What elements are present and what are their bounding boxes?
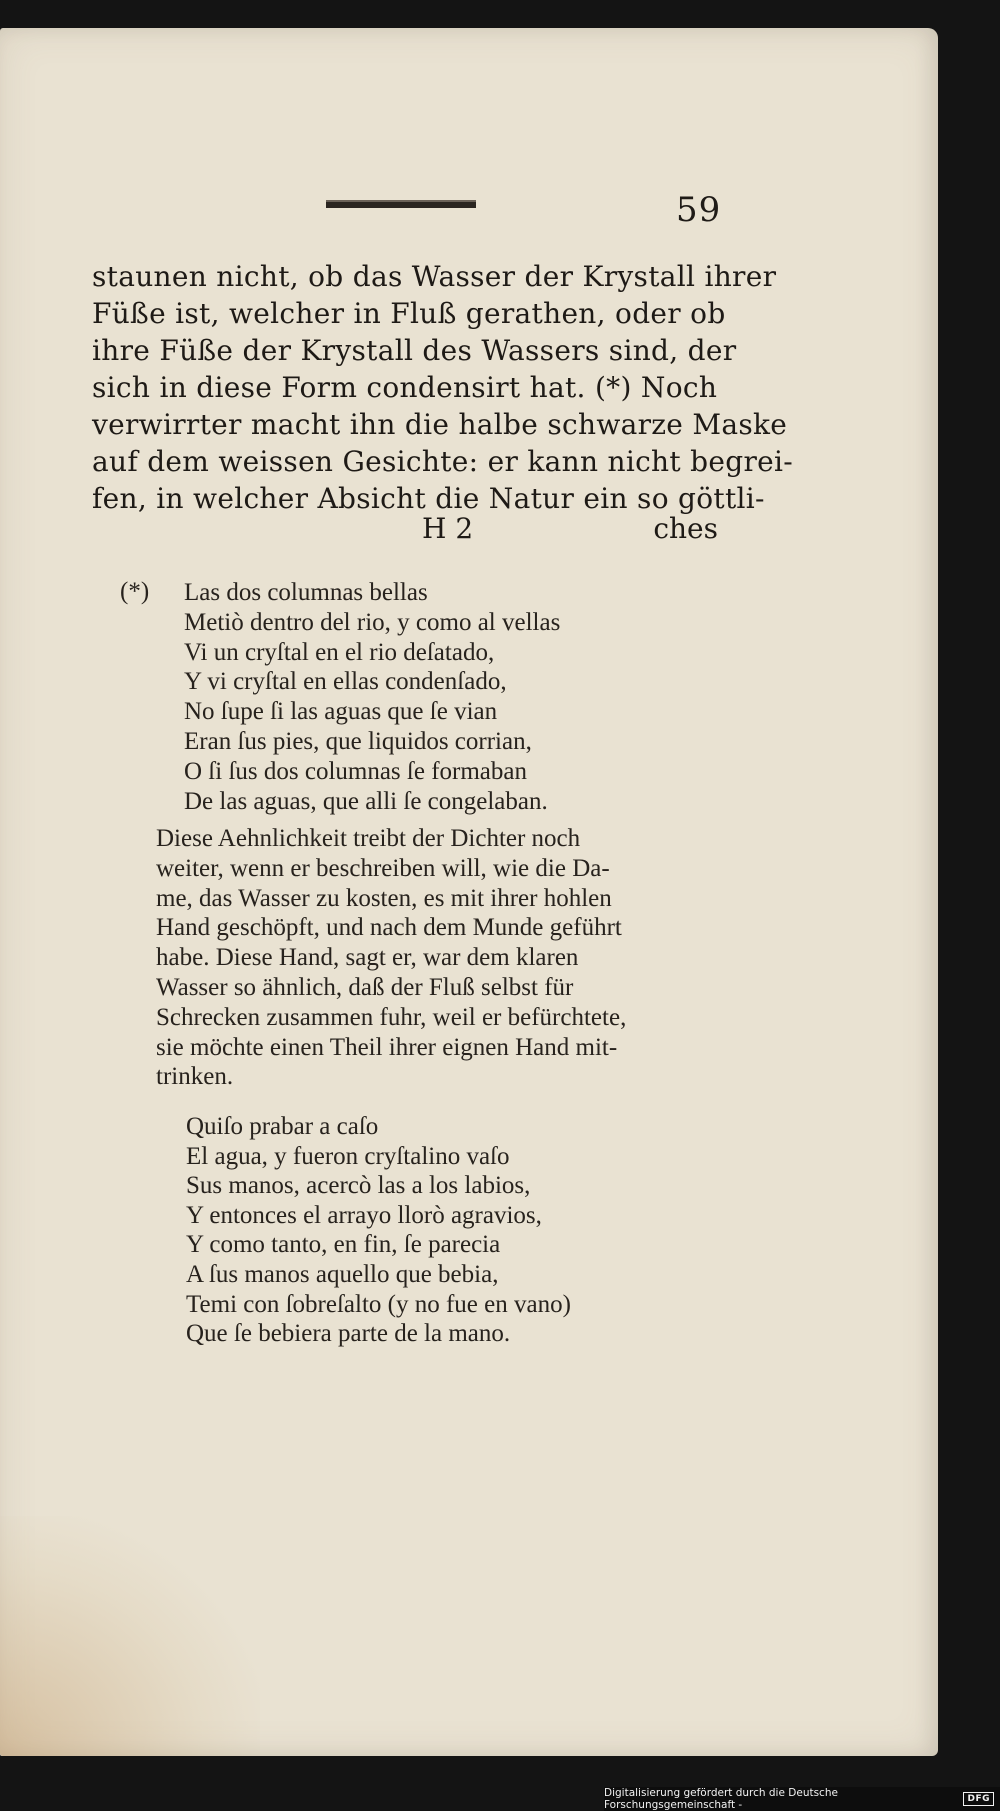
catchword: ches (653, 512, 718, 545)
dfg-logo: DFG (963, 1792, 994, 1806)
text-line: me, das Wasser zu kosten, es mit ihrer hohlen (156, 884, 612, 912)
text-line: ihre Füße der Krystall des Wassers sind, der (92, 334, 737, 367)
footnote-verse (184, 578, 560, 816)
text-line: verwirrter macht ihn die halbe schwarze Maske (92, 408, 788, 441)
verse-line: Sus manos, acercò las a los labios, (186, 1172, 531, 1200)
verse-line: Que ſe bebiera parte de la mano. (186, 1320, 511, 1348)
text-line: fen, in welcher Absicht die Natur ein so göttli- (92, 482, 765, 515)
text-line: staunen nicht, ob das Wasser der Krystall ihrer (92, 260, 777, 293)
footnote-mark: (*) (120, 578, 150, 605)
verse-line: El agua, y fueron cryſtalino vaſo (186, 1142, 510, 1170)
sheet-signature: H 2 (422, 512, 474, 545)
text-line: trinken. (156, 1063, 234, 1091)
text-line: sie möchte einen Theil ihrer eignen Hand mit- (156, 1033, 618, 1061)
page-number: 59 (676, 190, 722, 230)
footer-text: Digitalisierung gefördert durch die Deutsche Forschungsgemeinschaft - (604, 1787, 838, 1811)
text-line: sich in diese Form condensirt hat. (*) Noch (92, 371, 718, 404)
paper-stain (0, 1516, 260, 1756)
text-line: habe. Diese Hand, sagt er, war dem klaren (156, 944, 579, 972)
verse-line: No ſupe ſi las aguas que ſe vian (184, 698, 498, 726)
verse-line: Las dos columnas bellas (184, 579, 428, 606)
header-rule (326, 200, 476, 208)
verse-line: Metiò dentro del rio, y como al vellas (184, 608, 561, 636)
verse-line: Y como tanto, en fin, ſe parecia (186, 1231, 501, 1259)
verse-line: Y entonces el arrayo llorò agravios, (186, 1201, 542, 1229)
verse-line: Vi un cryſtal en el rio deſatado, (184, 638, 495, 666)
signature-row (92, 512, 718, 546)
paragraph-two (156, 824, 626, 1092)
verse-line: Temi con ſobreſalto (y no fue en vano) (186, 1290, 571, 1318)
text-line: auf dem weissen Gesichte: er kann nicht begrei- (92, 445, 794, 478)
digitization-footer (604, 1787, 1000, 1811)
verse-line: De las aguas, que alli ſe congelaban. (184, 787, 548, 815)
verse-line: Quiſo prabar a caſo (186, 1113, 379, 1140)
verse-line: O ſi ſus dos columnas ſe formaban (184, 757, 527, 785)
text-line: weiter, wenn er beschreiben will, wie die Da- (156, 854, 610, 882)
text-line: Füße ist, welcher in Fluß gerathen, oder ob (92, 297, 726, 330)
second-verse (186, 1112, 571, 1349)
text-line: Schrecken zusammen fuhr, weil er befürchtete, (156, 1003, 627, 1031)
text-line: Hand geschöpft, und nach dem Munde geführt (156, 914, 622, 942)
text-line: Diese Aehnlichkeit treibt der Dichter noch (156, 825, 581, 852)
text-line: Wasser so ähnlich, daß der Fluß selbst für (156, 973, 574, 1001)
verse-line: A ſus manos aquello que bebia, (186, 1260, 499, 1288)
verse-line: Y vi cryſtal en ellas condenſado, (184, 668, 507, 696)
main-text-block (92, 258, 793, 517)
verse-line: Eran ſus pies, que liquidos corrian, (184, 727, 532, 755)
